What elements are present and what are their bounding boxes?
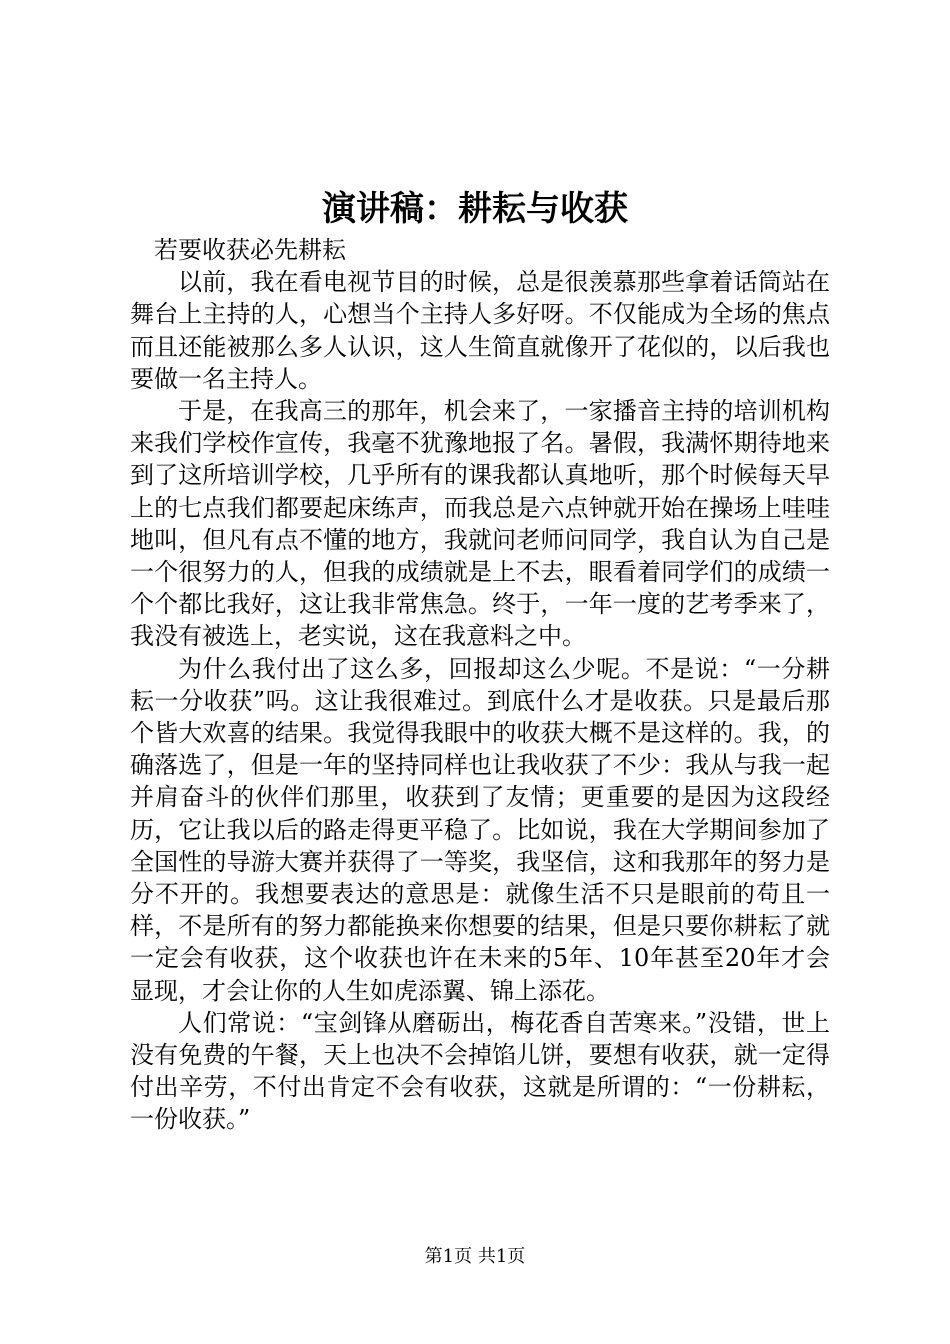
document-title: 演讲稿：耕耘与收获 bbox=[322, 189, 628, 229]
paragraph-4: 人们常说：“宝剑锋从磨砺出，梅花香自苦寒来。”没错，世上没有免费的午餐，天上也决不会掉馅儿饼，要想有收获，就一定得付出辛劳，不付出肯定不会有收获，这就是所谓的：“一份耕耘，一份收获。” bbox=[130, 1008, 830, 1134]
paragraph-3: 为什么我付出了这么多，回报却这么少呢。不是说：“一分耕耘一分收获”吗。这让我很难过。到底什么才是收获。只是最后那个皆大欢喜的结果。我觉得我眼中的收获大概不是这样的。我，的确落选了，但是一年的坚持同样也让我收获了不少：我从与我一起并肩奋斗的伙伴们那里，收获到了友情；更重要的是因为这段经历，它让我以后的路走得更平稳了。比如说，我在大学期间参加了全国性的导游大赛并获得了一等奖，我坚信，这和我那年的努力是分不开的。我想要表达的意思是：就像生活不只是眼前的苟且一样，不是所有的努力都能换来你想要的结果，但是只要你耕耘了就一定会有收获，这个收获也许在未来的5年、10年甚至20年才会显现，才会让你的人生如虎添翼、锦上添花。 bbox=[130, 654, 830, 1005]
document-body bbox=[130, 234, 830, 1136]
page-number-footer: 第1页 共1页 bbox=[424, 1246, 526, 1267]
paragraph-1: 以前，我在看电视节目的时候，总是很羡慕那些拿着话筒站在舞台上主持的人，心想当个主持人多好呀。不仅能成为全场的焦点而且还能被那么多人认识，这人生简直就像开了花似的，以后我也要做一名主持人。 bbox=[130, 268, 830, 393]
document-subtitle: 若要收获必先耕耘 bbox=[154, 236, 346, 264]
paragraph-2: 于是，在我高三的那年，机会来了，一家播音主持的培训机构来我们学校作宣传，我毫不犹豫地报了名。暑假，我满怀期待地来到了这所培训学校，几乎所有的课我都认真地听，那个时候每天早上的七点我们都要起床练声，而我总是六点钟就开始在操场上哇哇地叫，但凡有点不懂的地方，我就问老师问同学，我自认为自己是一个很努力的人，但我的成绩就是上不去，眼看着同学们的成绩一个个都比我好，这让我非常焦急。终于，一年一度的艺考季来了，我没有被选上，老实说，这在我意料之中。 bbox=[130, 397, 830, 651]
